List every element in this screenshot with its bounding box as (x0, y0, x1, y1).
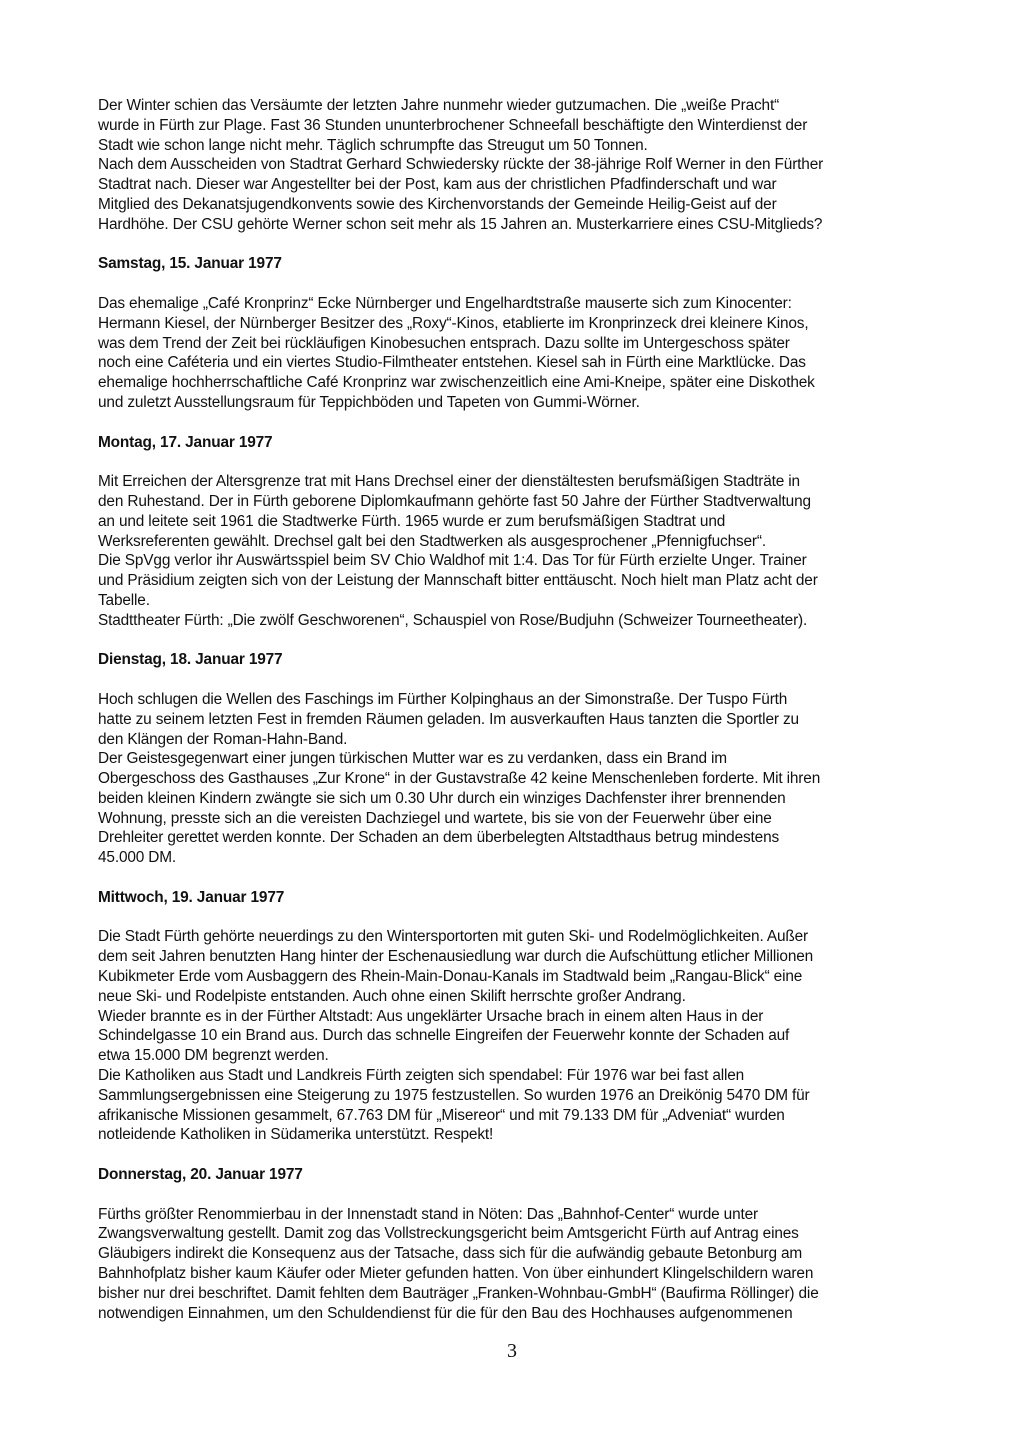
section-paragraph (98, 1205, 930, 1324)
text-line: Werksreferenten gewählt. Drechsel galt bei den Stadtwerken als ausgesprochener „Pfennigfuchser“. (98, 532, 767, 550)
text-line: bisher nur drei beschriftet. Damit fehlten dem Bauträger „Franken-Wohnbau-GmbH“ (Baufirma Röllinger) die (98, 1284, 819, 1302)
text-line: und Präsidium zeigten sich von der Leistung der Mannschaft bitter enttäuscht. Noch hielt man Platz acht der (98, 572, 818, 590)
text-line: notwendigen Einnahmen, um den Schuldendienst für die für den Bau des Hochhauses aufgenommenen (98, 1304, 793, 1322)
section-paragraph (98, 294, 930, 413)
text-line: Stadt wie schon lange nicht mehr. Täglich schrumpfte das Streugut um 50 Tonnen. (98, 136, 648, 154)
text-line: Sammlungsergebnissen eine Steigerung zu 1975 festzustellen. So wurden 1976 an Dreikönig 5470 DM für (98, 1086, 810, 1104)
text-line: Stadtrat nach. Dieser war Angestellter bei der Post, kam aus der christlichen Pfadfinderschaft und war (98, 176, 777, 194)
section-donnerstag-20 (98, 1165, 930, 1323)
section-heading: Mittwoch, 19. Januar 1977 (98, 888, 285, 906)
section-heading: Donnerstag, 20. Januar 1977 (98, 1166, 303, 1184)
text-line: Zwangsverwaltung gestellt. Damit zog das Vollstreckungsgericht beim Amtsgericht Fürth auf Antrag eines (98, 1225, 799, 1243)
text-line: Hermann Kiesel, der Nürnberger Besitzer des „Roxy“-Kinos, etablierte im Kronprinzeck drei kleinere Kinos, (98, 314, 809, 332)
text-line: Kubikmeter Erde vom Ausbaggern des Rhein-Main-Donau-Kanals im Stadtwald beim „Rangau-Blick“ eine (98, 968, 803, 986)
text-line: Wieder brannte es in der Fürther Altstadt: Aus ungeklärter Ursache brach in einem alten Haus in der (98, 1007, 764, 1025)
text-line: Mit Erreichen der Altersgrenze trat mit Hans Drechsel einer der dienstältesten berufsmäßigen Stadträte in (98, 473, 800, 491)
text-line: Fürths größter Renommierbau in der Innenstadt stand in Nöten: Das „Bahnhof-Center“ wurde unter (98, 1205, 759, 1223)
text-line: und zuletzt Ausstellungsraum für Teppichböden und Tapeten von Gummi-Wörner. (98, 393, 640, 411)
section-heading: Dienstag, 18. Januar 1977 (98, 651, 283, 669)
section-paragraph (98, 472, 930, 630)
text-line: Die SpVgg verlor ihr Auswärtsspiel beim SV Chio Waldhof mit 1:4. Das Tor für Fürth erzielte Unger. Trainer (98, 552, 807, 570)
text-line: den Klängen der Roman-Hahn-Band. (98, 730, 348, 748)
text-line: notleidende Katholiken in Südamerika unterstützt. Respekt! (98, 1126, 494, 1144)
text-line: Die Katholiken aus Stadt und Landkreis Fürth zeigten sich spendabel: Für 1976 war bei fast allen (98, 1067, 745, 1085)
text-line: etwa 15.000 DM begrenzt werden. (98, 1047, 329, 1065)
text-line: dem seit Jahren benutzten Hang hinter der Eschenausiedlung war durch die Aufschüttung etlicher Millionen (98, 948, 814, 966)
text-line: Tabelle. (98, 591, 150, 609)
text-line: afrikanische Missionen gesammelt, 67.763 DM für „Misereor“ und mit 79.133 DM für „Adveniat“ wurden (98, 1106, 785, 1124)
intro-paragraph (98, 96, 930, 235)
text-line: noch eine Caféteria und ein viertes Studio-Filmtheater entstehen. Kiesel sah in Fürth eine Marktlücke. Das (98, 354, 806, 372)
document-page (98, 96, 930, 1323)
text-line: 45.000 DM. (98, 849, 177, 867)
section-dienstag-18 (98, 650, 930, 868)
text-line: Gläubigers indirekt die Konsequenz aus der Tatsache, dass sich für die aufwändig gebaute Betonburg am (98, 1245, 803, 1263)
text-line: hatte zu seinem letzten Fest in fremden Räumen geladen. Im ausverkauften Haus tanzten die Sportler zu (98, 710, 799, 728)
text-line: Bahnhofplatz bisher kaum Käufer oder Mieter gefunden hatten. Von über einhundert Klingelschildern waren (98, 1265, 814, 1283)
text-line: Das ehemalige „Café Kronprinz“ Ecke Nürnberger und Engelhardtstraße mauserte sich zum Kinocenter: (98, 294, 792, 312)
text-line: Die Stadt Fürth gehörte neuerdings zu den Wintersportorten mit guten Ski- und Rodelmöglichkeiten. Außer (98, 928, 809, 946)
section-heading: Montag, 17. Januar 1977 (98, 433, 273, 451)
text-line: an und leitete seit 1961 die Stadtwerke Fürth. 1965 wurde er zum berufsmäßigen Stadtrat und (98, 512, 726, 530)
text-line: was dem Trend der Zeit bei rückläufigen Kinobesuchen entsprach. Dazu sollte im Untergeschoss später (98, 334, 790, 352)
page-number: 3 (507, 1340, 517, 1362)
text-line: neue Ski- und Rodelpiste entstanden. Auch ohne einen Skilift herrschte großer Andrang. (98, 987, 686, 1005)
text-line: den Ruhestand. Der in Fürth geborene Diplomkaufmann gehörte fast 50 Jahre der Fürther Stadtverwaltung (98, 492, 811, 510)
text-line: Der Geistesgegenwart einer jungen türkischen Mutter war es zu verdanken, dass ein Brand im (98, 750, 727, 768)
text-line: Der Winter schien das Versäumte der letzten Jahre nunmehr wieder gutzumachen. Die „weiße Pracht“ (98, 97, 780, 114)
section-samstag-15 (98, 254, 930, 412)
text-line: Wohnung, presste sich an die vereisten Dachziegel und wartete, bis sie von der Feuerwehr über eine (98, 809, 772, 827)
section-mittwoch-19 (98, 888, 930, 1145)
text-line: Schindelgasse 10 ein Brand aus. Durch das schnelle Eingreifen der Feuerwehr konnte der Schaden auf (98, 1027, 790, 1045)
text-line: wurde in Fürth zur Plage. Fast 36 Stunden ununterbrochener Schneefall beschäftigte den Winterdienst der (98, 116, 808, 134)
section-paragraph (98, 690, 930, 868)
text-line: Drehleiter gerettet werden konnte. Der Schaden an dem überbelegten Altstadthaus betrug mindestens (98, 829, 780, 847)
text-line: Hardhöhe. Der CSU gehörte Werner schon seit mehr als 15 Jahren an. Musterkarriere eines CSU-Mitglieds? (98, 215, 823, 233)
text-line: Nach dem Ausscheiden von Stadtrat Gerhard Schwiedersky rückte der 38-jährige Rolf Werner in den Fürther (98, 156, 824, 174)
section-paragraph (98, 927, 930, 1145)
text-line: Obergeschoss des Gasthauses „Zur Krone“ in der Gustavstraße 42 keine Menschenleben forderte. Mit ihren (98, 770, 821, 788)
section-heading: Samstag, 15. Januar 1977 (98, 255, 282, 273)
text-line: beiden kleinen Kindern zwängte sie sich um 0.30 Uhr durch ein winziges Dachfenster ihrer brennenden (98, 789, 786, 807)
text-line: Mitglied des Dekanatsjugendkonvents sowie des Kirchenvorstands der Gemeinde Heilig-Geist auf der (98, 195, 777, 213)
section-montag-17 (98, 433, 930, 631)
text-line: ehemalige hochherrschaftliche Café Kronprinz war zwischenzeitlich eine Ami-Kneipe, später eine Diskothek (98, 374, 815, 392)
text-line: Stadttheater Fürth: „Die zwölf Geschworenen“, Schauspiel von Rose/Budjuhn (Schweizer Tourneetheater). (98, 611, 808, 629)
text-line: Hoch schlugen die Wellen des Faschings im Fürther Kolpinghaus an der Simonstraße. Der Tuspo Fürth (98, 690, 788, 708)
